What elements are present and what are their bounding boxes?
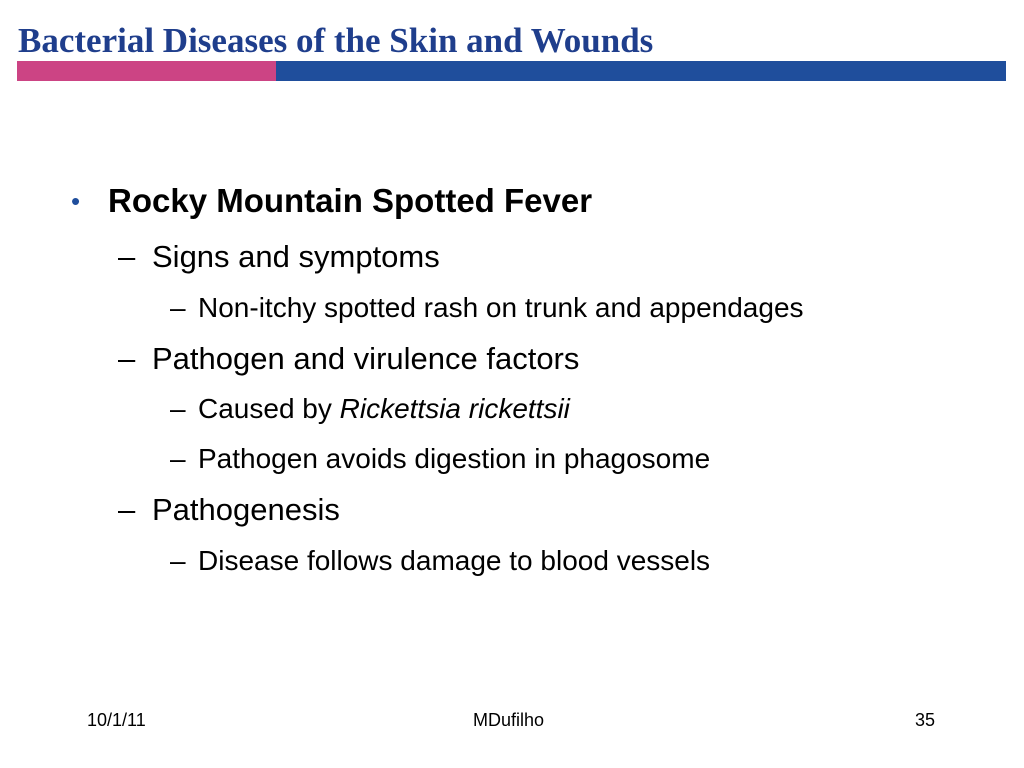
item-phagosome	[170, 441, 710, 477]
section-label: Pathogen and virulence factors	[152, 341, 580, 376]
dash-icon: –	[170, 443, 186, 474]
dash-icon: –	[170, 545, 186, 576]
heading-bullet: Rocky Mountain Spotted Fever	[108, 182, 593, 219]
bullet-icon: •	[71, 186, 81, 216]
item-caused-by	[170, 391, 570, 427]
footer-author: MDufilho	[473, 710, 545, 730]
footer-date: 10/1/11	[87, 710, 146, 730]
section-pathogenesis	[118, 490, 340, 530]
item-text: Pathogen avoids digestion in phagosome	[198, 443, 711, 474]
dash-icon: –	[118, 239, 136, 274]
slide-title: Bacterial Diseases of the Skin and Wounds	[18, 21, 654, 60]
dash-icon: –	[118, 341, 136, 376]
section-label: Signs and symptoms	[152, 239, 440, 274]
footer-page-number: 35	[915, 710, 936, 730]
section-pathogen-and-virulence	[118, 339, 579, 379]
item-prefix: Caused by	[198, 393, 340, 424]
item-text: Disease follows damage to blood vessels	[198, 545, 711, 576]
pathogen-name: Rickettsia rickettsii	[339, 393, 570, 424]
dash-icon: –	[118, 492, 136, 527]
dash-icon: –	[170, 292, 186, 323]
item-rash	[170, 290, 804, 326]
item-text: Non-itchy spotted rash on trunk and appendages	[198, 292, 804, 323]
section-label: Pathogenesis	[152, 492, 340, 527]
section-signs-and-symptoms	[118, 237, 440, 277]
dash-icon: –	[170, 393, 186, 424]
item-blood-vessels	[170, 543, 710, 579]
